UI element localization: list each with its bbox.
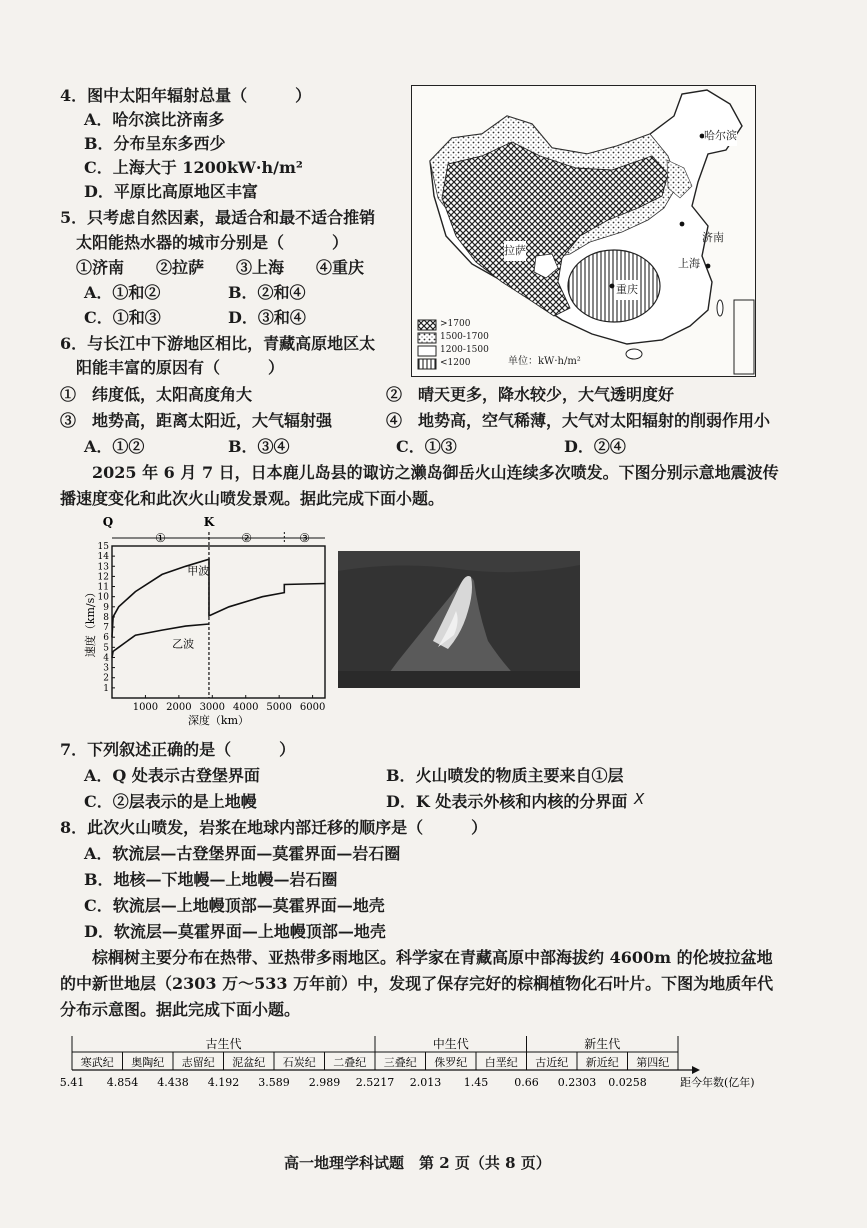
y-tick-label: 11 [97, 582, 109, 593]
age-label: 4.192 [207, 1076, 240, 1089]
intro2-line2: 的中新世地层（2303 万～533 万年前）中，发现了保存完好的棕榈植物化石叶片。下图为地质年代 [60, 974, 774, 993]
legend-label-over-1700: >1700 [440, 319, 471, 329]
seismic-wave-svg [86, 516, 331, 726]
legend-label-under-1200: <1200 [440, 358, 471, 368]
x-axis-label: 深度（km） [187, 714, 250, 727]
q8-option-d: D．软流层—莫霍界面—上地幔顶部—地壳 [84, 922, 386, 941]
label-k: K [203, 515, 215, 529]
seismic-wave-chart [86, 516, 331, 726]
age-label: 1.45 [463, 1076, 489, 1089]
y-axis-label: 速度（km/s） [84, 586, 97, 658]
q7-option-d: D．K 处表示外核和内核的分界面 [386, 792, 628, 811]
q7-option-c: C．②层表示的是上地幔 [84, 792, 257, 811]
age-label: 5.41 [59, 1076, 85, 1089]
q4-stem: 4．图中太阳年辐射总量（ ） [60, 86, 312, 105]
legend-label-1200-1500: 1200-1500 [440, 345, 489, 355]
period-label: 新近纪 [585, 1056, 619, 1069]
city-jinan-dot [680, 222, 685, 227]
y-tick-label: 1 [103, 683, 109, 694]
y-tick-label: 2 [103, 673, 109, 684]
age-label: 0.2303 [557, 1076, 597, 1089]
q5-cities: ①济南 ②拉萨 ③上海 ④重庆 [76, 258, 365, 277]
era-label: 古生代 [205, 1037, 242, 1051]
intro2-line3: 分布示意图。据此完成下面小题。 [60, 1000, 301, 1019]
era-label: 中生代 [432, 1037, 469, 1051]
q6-stem-line1: 6．与长江中下游地区相比，青藏高原地区太 [60, 334, 376, 353]
city-chongqing-label: 重庆 [616, 280, 638, 300]
period-label: 泥盆纪 [232, 1056, 266, 1069]
x-tick-label: 5000 [266, 702, 292, 713]
q8-stem: 8．此次火山喷发，岩浆在地球内部迁移的顺序是（ ） [60, 818, 488, 837]
q7-option-b: B．火山喷发的物质主要来自①层 [386, 766, 624, 785]
q5-stem-line1: 5．只考虑自然因素，最适合和最不适合推销 [60, 208, 376, 227]
city-shanghai-dot [706, 264, 711, 269]
intro1-line2: 播速度变化和此次火山喷发景观。据此完成下面小题。 [60, 489, 445, 508]
q4-option-c: C．上海大于 1200kW·h/m² [84, 158, 303, 177]
time-axis-arrow [692, 1066, 700, 1074]
age-label: 0.66 [514, 1076, 539, 1089]
q7-option-a: A．Q 处表示古登堡界面 [84, 766, 260, 785]
city-shanghai-label: 上海 [678, 254, 700, 274]
period-label: 二叠纪 [333, 1056, 367, 1069]
series-label-yi: 乙波 [172, 637, 195, 651]
city-lhasa-label: 拉萨 [504, 241, 526, 261]
q8-option-c: C．软流层—上地幔顶部—莫霍界面—地壳 [84, 896, 385, 915]
time-axis-label: 距今年数(亿年) [680, 1076, 755, 1089]
legend-label-1500-1700: 1500-1700 [440, 332, 489, 342]
x-tick-label: 4000 [233, 702, 259, 713]
label-layer-1: ① [155, 531, 166, 545]
y-tick-label: 14 [97, 552, 109, 563]
series-line-jia-wave [112, 559, 325, 637]
label-q: Q [102, 515, 114, 529]
q8-option-b: B．地核—下地幔—上地幔—岩石圈 [84, 870, 338, 889]
q6-option-d: D．②④ [564, 437, 626, 456]
y-tick-label: 15 [97, 542, 109, 552]
city-jinan-label: 济南 [702, 231, 724, 244]
q4-option-d: D．平原比高原地区丰富 [84, 182, 258, 201]
age-label: 4.854 [106, 1076, 139, 1089]
series-label-jia: 甲波 [187, 564, 210, 578]
label-layer-2: ② [241, 531, 253, 545]
age-label: 4.438 [157, 1076, 189, 1089]
period-label: 白垩纪 [484, 1056, 518, 1069]
period-label: 石炭纪 [282, 1056, 316, 1069]
geologic-timescale [60, 1030, 820, 1100]
q6-statement-4: ④ 地势高，空气稀薄，大气对太阳辐射的削弱作用小 [386, 411, 771, 430]
q6-stem-line2: 阳能丰富的原因有（ ） [76, 358, 285, 377]
age-label: 2.989 [308, 1076, 341, 1089]
y-tick-label: 5 [103, 643, 109, 654]
period-label: 志留纪 [181, 1056, 215, 1069]
q7-stem: 7．下列叙述正确的是（ ） [60, 740, 296, 759]
period-label: 三叠纪 [383, 1056, 417, 1069]
page-footer: 高一地理学科试题 第 2 页（共 8 页） [284, 1154, 551, 1172]
city-chongqing-dot [610, 284, 615, 289]
x-tick-label: 2000 [166, 702, 192, 713]
q4-option-b: B．分布呈东多西少 [84, 134, 226, 153]
y-tick-label: 4 [103, 653, 109, 664]
y-tick-label: 12 [97, 572, 109, 583]
y-tick-label: 3 [103, 663, 109, 674]
age-label: 2.5217 [355, 1076, 395, 1089]
q6-statement-1: ① 纬度低，太阳高度角大 [60, 385, 253, 404]
south-china-sea-inset [734, 300, 754, 374]
map-unit: 单位：kW·h/m² [508, 356, 581, 367]
label-layer-3: ③ [299, 531, 311, 545]
timescale-svg [60, 1030, 820, 1100]
q5-stem-line2: 太阳能热水器的城市分别是（ ） [76, 233, 349, 252]
handwritten-mark: X [634, 790, 645, 808]
city-harbin-label: 哈尔滨 [704, 126, 737, 146]
y-tick-label: 13 [97, 562, 109, 573]
y-tick-label: 6 [103, 633, 109, 644]
volcano-eruption-photo [338, 551, 580, 688]
q6-statement-2: ② 晴天更多，降水较少，大气透明度好 [386, 385, 675, 404]
period-label: 奥陶纪 [131, 1056, 165, 1069]
series-line-yi-wave [112, 624, 209, 658]
plot-frame [112, 546, 325, 698]
y-tick-label: 9 [103, 602, 109, 613]
x-tick-label: 1000 [132, 702, 159, 713]
q5-option-d: D．③和④ [228, 308, 306, 327]
q6-option-a: A．①② [84, 437, 145, 456]
q6-statement-3: ③ 地势高，距离太阳近，大气辐射强 [60, 411, 333, 430]
period-label: 侏罗纪 [434, 1056, 468, 1069]
x-tick-label: 3000 [199, 702, 226, 713]
q5-option-c: C．①和③ [84, 308, 161, 327]
y-tick-label: 8 [103, 612, 109, 623]
period-label: 古近纪 [535, 1056, 569, 1069]
volcano-photo-image [338, 551, 580, 688]
age-label: 2.013 [409, 1076, 442, 1089]
x-tick-label: 6000 [299, 702, 326, 713]
intro1-line1: 2025 年 6 月 7 日，日本鹿儿岛县的诹访之濑岛御岳火山连续多次喷发。下图分别示意地震波传 [92, 463, 779, 482]
q6-option-b: B．③④ [228, 437, 290, 456]
q5-option-b: B．②和④ [228, 283, 306, 302]
y-tick-label: 7 [103, 623, 109, 634]
period-label: 第四纪 [636, 1056, 670, 1069]
q8-option-a: A．软流层—古登堡界面—莫霍界面—岩石圈 [84, 844, 401, 863]
age-label: 3.589 [258, 1076, 290, 1089]
age-label: 0.0258 [608, 1076, 647, 1089]
q4-option-a: A．哈尔滨比济南多 [84, 110, 225, 129]
period-label: 寒武纪 [80, 1056, 114, 1069]
y-tick-label: 10 [97, 592, 109, 603]
china-solar-radiation-map [411, 85, 756, 377]
intro2-line1: 棕榈树主要分布在热带、亚热带多雨地区。科学家在青藏高原中部海拔约 4600m 的伦坡拉盆地 [92, 948, 773, 967]
q5-option-a: A．①和② [84, 283, 161, 302]
era-label: 新生代 [584, 1037, 621, 1051]
q6-option-c: C．①③ [396, 437, 457, 456]
